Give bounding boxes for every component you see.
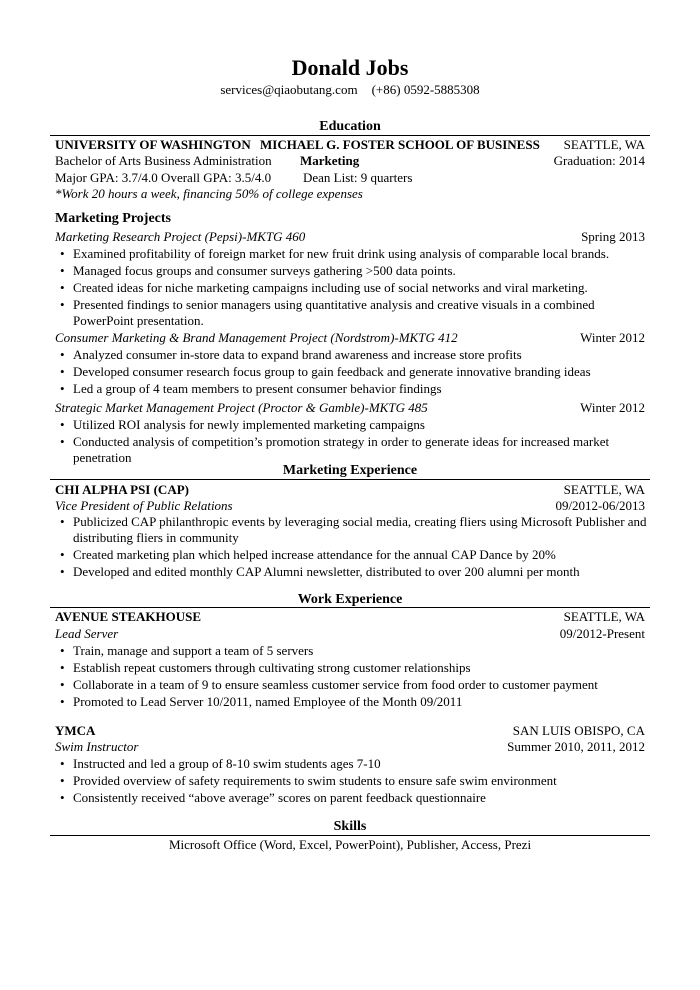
bullet-item: • Publicized CAP philanthropic events by leveraging social media, creating fliers using Microsoft Publisher and distributing fliers in community — [55, 514, 647, 546]
experience-org: CHI ALPHA PSI (CAP) — [55, 482, 189, 497]
project-date: Spring 2013 — [581, 229, 645, 244]
bullet-item: • Created marketing plan which helped increase attendance for the annual CAP Dance by 20% — [55, 547, 647, 563]
education-gpa: Major GPA: 3.7/4.0 Overall GPA: 3.5/4.0 — [55, 170, 272, 185]
section-divider — [50, 835, 650, 836]
education-deans-list: Dean List: 9 quarters — [303, 170, 413, 185]
project-bullets — [55, 417, 647, 467]
project-name: Strategic Market Management Project (Proctor & Gamble)-MKTG 485 — [55, 400, 428, 415]
section-title-education: Education — [319, 119, 381, 134]
job-org: AVENUE STEAKHOUSE — [55, 609, 202, 624]
bullet-item: • Establish repeat customers through cultivating strong customer relationships — [55, 660, 647, 676]
job-role: Lead Server — [55, 626, 119, 641]
education-location: SEATTLE, WA — [563, 137, 645, 152]
candidate-name: Donald Jobs — [291, 55, 409, 80]
section-title-projects: Marketing Projects — [55, 211, 171, 226]
bullet-item: • Collaborate in a team of 9 to ensure seamless customer service from food order to customer payment — [55, 677, 647, 693]
job-dates: Summer 2010, 2011, 2012 — [507, 739, 645, 754]
bullet-item: • Developed consumer research focus group to gain feedback and generate innovative branding ideas — [55, 364, 647, 380]
job-bullets — [55, 756, 647, 807]
bullet-item: • Examined profitability of foreign market for new fruit drink using analysis of comparable local brands. — [55, 246, 647, 262]
project-name: Consumer Marketing & Brand Management Project (Nordstrom)-MKTG 412 — [55, 330, 458, 345]
education-degree: Bachelor of Arts Business Administration — [55, 153, 272, 168]
experience-bullets — [55, 514, 647, 581]
bullet-item: • Analyzed consumer in-store data to expand brand awareness and increase store profits — [55, 347, 647, 363]
job-dates: 09/2012-Present — [559, 626, 645, 641]
section-title-skills: Skills — [333, 819, 367, 834]
bullet-item: • Led a group of 4 team members to present consumer behavior findings — [55, 381, 647, 397]
job-org: YMCA — [55, 723, 96, 738]
education-school: UNIVERSITY OF WASHINGTON — [55, 137, 251, 152]
section-divider — [50, 135, 650, 136]
bullet-item: • Train, manage and support a team of 5 servers — [55, 643, 647, 659]
bullet-item: • Managed focus groups and consumer surveys gathering >500 data points. — [55, 263, 647, 279]
bullet-item: • Provided overview of safety requirements to swim students to ensure safe swim environment — [55, 773, 647, 789]
bullet-item: • Consistently received “above average” scores on parent feedback questionnaire — [55, 790, 647, 806]
education-major: Marketing — [300, 153, 360, 168]
section-title-marketing-experience: Marketing Experience — [282, 463, 418, 478]
contact-phone: (+86) 0592-5885308 — [371, 82, 480, 97]
education-note: *Work 20 hours a week, financing 50% of college expenses — [55, 186, 363, 201]
section-divider — [50, 607, 650, 608]
bullet-item: • Conducted analysis of competition’s promotion strategy in order to generate ideas for increased market penetration — [55, 434, 647, 466]
project-date: Winter 2012 — [580, 400, 645, 415]
job-bullets — [55, 643, 647, 711]
bullet-item: • Developed and edited monthly CAP Alumni newsletter, distributed to over 200 alumni per month — [55, 564, 647, 580]
job-location: SAN LUIS OBISPO, CA — [512, 723, 645, 738]
experience-location: SEATTLE, WA — [563, 482, 645, 497]
contact-email: services@qiaobutang.com — [220, 82, 358, 97]
contact-line — [0, 82, 700, 98]
bullet-item: • Presented findings to senior managers using quantitative analysis and creative visuals in a combined PowerPoint presentation. — [55, 297, 647, 329]
bullet-item: • Instructed and led a group of 8-10 swim students ages 7-10 — [55, 756, 647, 772]
bullet-item: • Created ideas for niche marketing campaigns including use of social networks and viral marketing. — [55, 280, 647, 296]
job-location: SEATTLE, WA — [563, 609, 645, 624]
job-role: Swim Instructor — [55, 739, 139, 754]
project-bullets — [55, 246, 647, 330]
bullet-item: • Promoted to Lead Server 10/2011, named Employee of the Month 09/2011 — [55, 694, 647, 710]
experience-dates: 09/2012-06/2013 — [555, 498, 645, 513]
education-graduation: Graduation: 2014 — [553, 153, 645, 168]
bullet-item: • Utilized ROI analysis for newly implemented marketing campaigns — [55, 417, 647, 433]
section-divider — [50, 479, 650, 480]
section-title-work-experience: Work Experience — [297, 592, 403, 607]
project-name: Marketing Research Project (Pepsi)-MKTG 460 — [55, 229, 306, 244]
education-college: MICHAEL G. FOSTER SCHOOL OF BUSINESS — [260, 137, 540, 152]
project-date: Winter 2012 — [580, 330, 645, 345]
experience-role: Vice President of Public Relations — [55, 498, 233, 513]
project-bullets — [55, 347, 647, 398]
skills-list: Microsoft Office (Word, Excel, PowerPoint), Publisher, Access, Prezi — [168, 837, 532, 852]
